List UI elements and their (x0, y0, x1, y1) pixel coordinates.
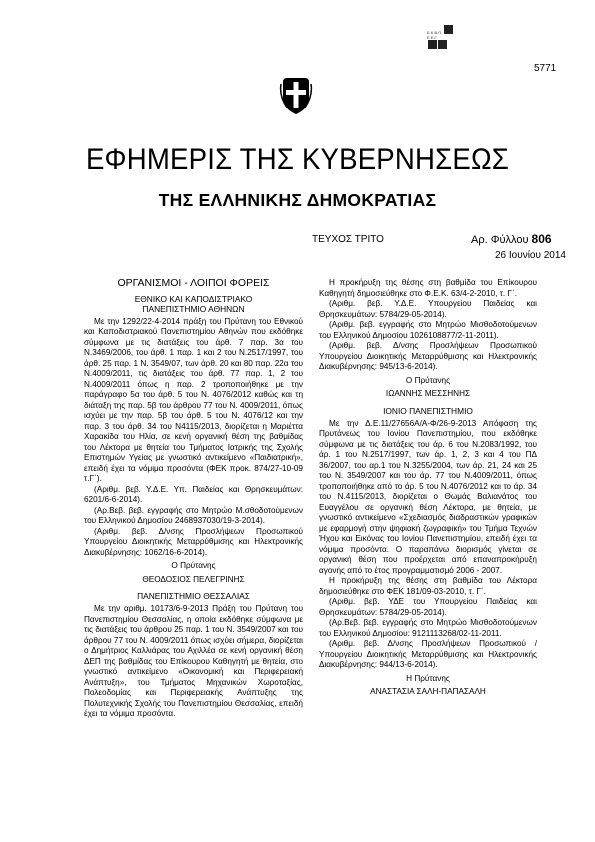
signatory-role: Ο Πρύτανης (171, 561, 216, 570)
barcode-icon (444, 25, 453, 34)
paragraph: Με την Δ.Ε.11/27656Α/Α-Φ/26-9-2013 Απόφαση της Πρυτάνεως του Ιονίου Πανεπιστημίου, που εκδόθηκε σύμφωνα με τις διατάξεις του άρ. 6 του Ν.2083/1992, του άρ. 1 του Ν.2517/1997, των άρ. 1, 2, 3 και 4 του ΠΔ 36/2007, του αρ.1 του Ν.3255/2004, των άρ. 21, 24 και 25 του Ν. 3549/2007 και του άρ. 77 του Ν.4009/2011, όπως τροποποιήθηκε από το άρ. 5 του Ν.4076/2012 και το άρ. 34 του Ν.4115/2013, διορίζεται ο Θωμάς Βαλιανάτος του Ευαγγέλου σε οργανική θέση Λέκτορα, με θητεία, με γνωστικό αντικείμενο «Σχεδιασμός διαδραστικών γραφικών με εφαρμογή στην ψηφιακή ζωγραφική» του Τμήμα Τεχνών Ήχου και Εικόνας του Ιονίου Πανεπιστημίου, επειδή έχει τα νόμιμα προσόντα. Ο παραπάνω διορισμός γίνεται σε οργανική θέση που προέρχεται από επαναπροκήρυξη αγονής από το έτος προγραμματισμό 2006 - 2007. (319, 418, 537, 575)
signatory-role: Ο Πρύτανης (405, 375, 451, 385)
signatory-name: ΑΝΑΣΤΑΣΙΑ ΣΑΛΗ-ΠΑΠΑΣΑΛΗ (370, 687, 486, 696)
coat-of-arms-icon (279, 72, 313, 116)
section-heading: ΟΡΓΑΝΙΣΜΟΙ - ΛΟΙΠΟΙ ΦΟΡΕΙΣ (117, 277, 270, 289)
stamp-mark (427, 25, 482, 50)
stamp-line: Ε.Κ.Β.Π. (427, 30, 443, 35)
paragraph: (Αριθμ. βεβ. Δ/νσης Προσλήψεων Προσωπικού Υπουργείου Διοικητικής Μεταρρύθμισης και Ηλεκτρονικής Διακυβέρνησης: 945/13-6-2014). (319, 341, 537, 371)
signatory-name: ΙΩΑΝΝΗΣ ΜΕΣΣΗΝΗΣ (385, 389, 471, 398)
barcode-icon (428, 40, 437, 49)
institution-name: ΠΑΝΕΠΙΣΤΗΜΙΟ ΑΘΗΝΩΝ (142, 303, 245, 314)
stamp-line: Ε.Ε.Γ. (427, 35, 438, 40)
issue-type: ΤΕΥΧΟΣ ΤΡΙΤΟ (312, 234, 384, 245)
paragraph: Με την 1292/22-4-2014 πράξη του Πρύτανη του Εθνικού και Καποδιστριακού Πανεπιστημίου Αθηνών που εκδόθηκε σύμφωνα με τις διατάξεις του άρθ. 7 παρ. 3α του Ν.3469/2006, του άρθ. 1 παρ. 1 και 2 του Ν.2517/1997, του άρθ. 25 παρ. 1 Ν. 3549/07, των άρθ. 20 και 80 παρ. 22α του Ν.4009/2011, τις διατάξεις του άρθ. 77 παρ. 1, 2 του Ν.4009/2011 όπως η παρ. 2 τροποποιήθηκε με την παράγραφο 5α του άρθ. 5 του Ν. 4076/2012 καθώς και τη διάταξη της παρ. 5β του άρθρου 77 του Ν. 4009/2011, όπως ισχύει με την παρ. 5β του άρθ. 5 του Ν. 4076/12 και την παρ. 3 του άρθ. 34 του Ν4115/2013, διορίζεται η Μαριέττα Χαρακίδα του Ηλία, σε κενή οργανική θέση της βαθμίδας του Λέκτορα με θητεία του Τμήματος Ιατρικής της Σχολής Επιστημών Υγείας με γνωστικό αντικείμενο «Παιδιατρική», επειδή έχει τα νόμιμα προσόντα (ΦΕΚ προκ. 874/27-10-09 τ.Γ΄). (84, 316, 303, 483)
paragraph: (Αριθμ. βεβ. Υ.Δ.Ε. Υπουργείου Παιδείας και Θρησκευμάτων: 5784/29-05-2014). (319, 299, 537, 319)
sheet-number-label (471, 232, 552, 246)
paragraph: (Αριθμ. βεβ. Υ.Δ.Ε. Υπ. Παιδείας και Θρησκευμάτων: 6201/6-6-2014). (84, 484, 303, 504)
issue-date: 26 Ιουνίου 2014 (495, 250, 566, 261)
institution-name: ΕΘΝΙΚΟ ΚΑΙ ΚΑΠΟΔΙΣΤΡΙΑΚΟ (134, 293, 253, 304)
gazette-title: ΕΦΗΜΕΡΙΣ ΤΗΣ ΚΥΒΕΡΝΗΣΕΩΣ (85, 143, 510, 176)
paragraph: Με την αριθμ. 10173/6-9-2013 Πράξη του Πρύτανη του Πανεπιστημίου Θεσσαλίας, η οποία εκδόθηκε σύμφωνα με τις διατάξεις του άρθρου 25 παρ. 1 του Ν. 3549/2007 και του άρθρου 77 του Ν. 4009/2011 όπως ισχύει σήμερα, διορίζεται ο Δημήτριος Καλλιάρας του Αχιλλέα σε κενή οργανική θέση ΔΕΠ της βαθμίδας του Επίκουρου Καθηγητή με θητεία, στο γνωστικό αντικείμενο «Οικονομική και Περιφερειακή Ανάπτυξη», του Τμήματος Μηχανικών Χωροταξίας, Πολεοδομίας και Περιφερειακής Ανάπτυξης της Πολυτεχνικής Σχολής του Πανεπιστημίου Θεσσαλίας, επειδή έχει τα νόμιμα προσόντα. (84, 604, 303, 718)
signatory-role: Η Πρύτανης (406, 673, 450, 683)
paragraph: Η προκήρυξη της θέσης στη βαθμίδα του Επίκουρου Καθηγητή δημοσιεύθηκε στο Φ.Ε.Κ. 63/4-2-2010, τ. Γ΄. (319, 278, 537, 298)
institution-name: ΠΑΝΕΠΙΣΤΗΜΙΟ ΘΕΣΣΑΛΙΑΣ (137, 591, 250, 601)
institution-name: ΙΟΝΙΟ ΠΑΝΕΠΙΣΤΗΜΙΟ (383, 405, 473, 416)
paragraph: (Αριθμ. βεβ. εγγραφής στο Μητρώο Μισθοδοτούμενων του Ελληνικού Δημοσίου 1026108877/2-11-2011). (319, 320, 537, 340)
gazette-subtitle: ΤΗΣ ΕΛΛΗΝΙΚΗΣ ΔΗΜΟΚΡΑΤΙΑΣ (158, 190, 437, 210)
paragraph: (Αριθμ. βεβ. ΥΔΕ του Υπουργείου Παιδείας και Θρησκευμάτων: 5784/29-05-2014). (319, 597, 537, 617)
barcode-icon (438, 40, 447, 49)
right-column (319, 278, 537, 698)
page-number: 5771 (534, 63, 557, 74)
paragraph: (Αρ.Βεβ. βεβ. εγγραφής στο Μητρώο Μισθοδοτούμενων του Ελληνικού Δημοσίου: 9121113268/02-11-2011. (319, 618, 537, 638)
paragraph: (Αριθμ. βεβ. Δ/νσης Προσλήψεων Προσωπικού / Υπουργείου Διοικητικής Μεταρρύθμισης και Ηλεκτρονικής Διακυβέρνησης: 944/13-6-2014). (319, 639, 537, 669)
signatory-name: ΘΕΟΔΟΣΙΟΣ ΠΕΛΕΓΡΙΝΗΣ (142, 574, 245, 584)
sheet-number: 806 (531, 232, 552, 246)
left-column (84, 278, 303, 720)
paragraph: Η προκήρυξη της θέσης στη βαθμίδα του Λέκτορα δημοσιεύθηκε στο ΦΕΚ 181/09-03-2010, τ. Γ΄. (319, 576, 537, 596)
paragraph: (Αριθμ. βεβ. Δ/νσης Προσλήψεων Προσωπικού Υπουργείου Διοικητικής Μεταρρύθμισης και Ηλεκτρονικής Διακυβέρνησης: 1062/16-6-2014). (84, 526, 303, 557)
paragraph: (Αρ.Βεβ. βεβ. εγγραφής στο Μητρώο Μ.σθοδοτούμενων του Ελληνικού Δημοσίου 2468937030/19-3-2014). (84, 505, 303, 525)
sheet-label: Αρ. Φύλλου (471, 234, 529, 246)
